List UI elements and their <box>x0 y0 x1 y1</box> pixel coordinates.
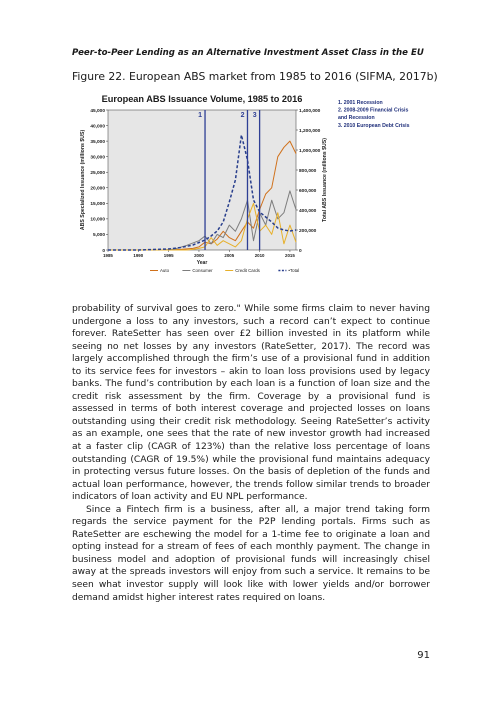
event-marker-label: 2 <box>240 112 245 119</box>
y-right-tick-label: 1,400,000 <box>299 108 321 114</box>
text-line: by a provisional fund is assessed in terms of both interest coverage and projected <box>72 391 430 415</box>
y-left-tick-label: 0 <box>102 248 105 254</box>
text-line: and/or borrower demand amidst higher interest rates required on loans. <box>72 580 430 603</box>
x-tick-label: 2010 <box>254 253 265 258</box>
text-line: undergone a loss to any investors, such a record can’t expect to continue forever. <box>72 316 430 340</box>
chart-svg <box>72 88 432 284</box>
body-text <box>72 303 430 604</box>
figure-note: and Recession <box>338 115 375 122</box>
legend-label: Consumer <box>192 268 213 273</box>
x-tick-label: 1995 <box>163 253 174 258</box>
y-right-tick-label: 1,000,000 <box>299 148 321 154</box>
y-left-tick-label: 10,000 <box>90 217 105 223</box>
text-line: probability of survival goes to zero." While some firms claim to never having <box>72 304 430 314</box>
text-line: however, the trends follow similar trends to broader indicators of loan activity and <box>72 479 431 503</box>
y-left-tick-label: 45,000 <box>90 108 105 114</box>
figure-note: 3. 2010 European Debt Crisis <box>338 122 410 129</box>
y-left-tick-label: 5,000 <box>92 233 105 239</box>
y-left-tick-label: 15,000 <box>90 202 105 208</box>
text-line: akin to loan loss provisions used by legacy banks. The fund’s contribution by each <box>72 366 430 390</box>
x-axis-label: Year <box>196 260 208 266</box>
paragraph-1 <box>72 303 430 504</box>
text-line: a faster clip (CAGR of 123%) than the relative loss percentage of loans outstanding <box>72 442 430 465</box>
y-left-tick-label: 20,000 <box>90 186 105 192</box>
y-left-tick-label: 35,000 <box>90 139 105 145</box>
figure-abs-chart <box>72 88 432 284</box>
text-line: future losses. On the basis of depletion of the funds and actual loan performance, <box>72 467 430 490</box>
event-marker-label: 3 <box>252 112 257 119</box>
text-line: service payment for the P2P lending portals. Firms such as RateSetter are eschewing <box>72 517 431 540</box>
chart-title: European ABS Issuance Volume, 1985 to 2016 <box>101 94 303 104</box>
y-right-tick-label: 800,000 <box>299 168 317 174</box>
legend-label: Auto <box>160 268 170 273</box>
y-right-tick-label: 400,000 <box>299 208 317 214</box>
text-line: the model for a 1-time fee to originate a loan and opting instead for a stream of fees <box>72 529 430 553</box>
y-left-axis-label: ABS Specialized Issuance (millions $US) <box>80 129 86 231</box>
y-right-axis-label: Total ABS Issuance (millions $US) <box>322 138 328 222</box>
text-line: RateSetter has seen over £2 billion invested in its platform while seeing no net losses <box>72 329 430 352</box>
text-line: by any investors (RateSetter, 2017). The record was largely accomplished through <box>72 341 430 365</box>
text-line: activity as an example, one sees that the rate of new investor growth had increased at <box>72 416 430 453</box>
event-marker-label: 1 <box>198 112 203 119</box>
paragraph-2 <box>72 504 430 604</box>
y-right-tick-label: 200,000 <box>299 228 317 234</box>
running-header: Peer-to-Peer Lending as an Alternative Investment Asset Class in the EU <box>72 48 424 58</box>
y-right-tick-label: 0 <box>299 248 302 254</box>
figure-note: 1. 2001 Recession <box>338 100 383 106</box>
text-line: losses on loans outstanding using their credit risk methodology. Seeing RateSetter’s <box>72 404 430 427</box>
y-left-tick-label: 25,000 <box>90 171 105 177</box>
page-number: 91 <box>417 650 430 661</box>
x-tick-label: 1990 <box>133 253 144 258</box>
y-left-tick-label: 30,000 <box>90 155 105 161</box>
text-line: Since a Fintech firm is a business, after all, a major trend taking form regards the <box>72 504 430 528</box>
figure-caption: Figure 22. European ABS market from 1985 to 2016 (SIFMA, 2017b) <box>72 70 438 83</box>
text-line: funds will increasingly chisel away at the spreads investors will enjoy from such a <box>72 554 431 578</box>
text-line: EU NPL performance. <box>210 492 308 503</box>
x-tick-label: 2005 <box>224 253 235 258</box>
text-line: the firm’s use of a provisional fund in addition to its service fees for investors – <box>72 354 430 377</box>
legend-label: Credit Cards <box>235 268 260 273</box>
y-right-tick-label: 600,000 <box>299 188 317 194</box>
y-left-tick-label: 40,000 <box>90 124 105 130</box>
text-line: loan is a function of loan size and the credit risk assessment by the firm. Coverage <box>72 379 431 402</box>
legend-label: •Total <box>288 268 300 273</box>
x-tick-label: 2015 <box>285 253 295 258</box>
y-right-tick-label: 1,200,000 <box>299 128 321 134</box>
x-tick-label: 1985 <box>103 253 113 258</box>
figure-note: 2. 2008-2009 Financial Crisis <box>338 107 409 114</box>
text-line: (CAGR of 19.5%) while the provisional fund maintains adequacy in protecting versus <box>72 454 431 478</box>
x-tick-label: 2000 <box>194 253 204 258</box>
text-line: service. It remains to be seen what investor supply will look like with lower yields <box>72 567 430 591</box>
text-line: of each monthly payment. The change in business model and adoption of provisional <box>72 542 430 565</box>
